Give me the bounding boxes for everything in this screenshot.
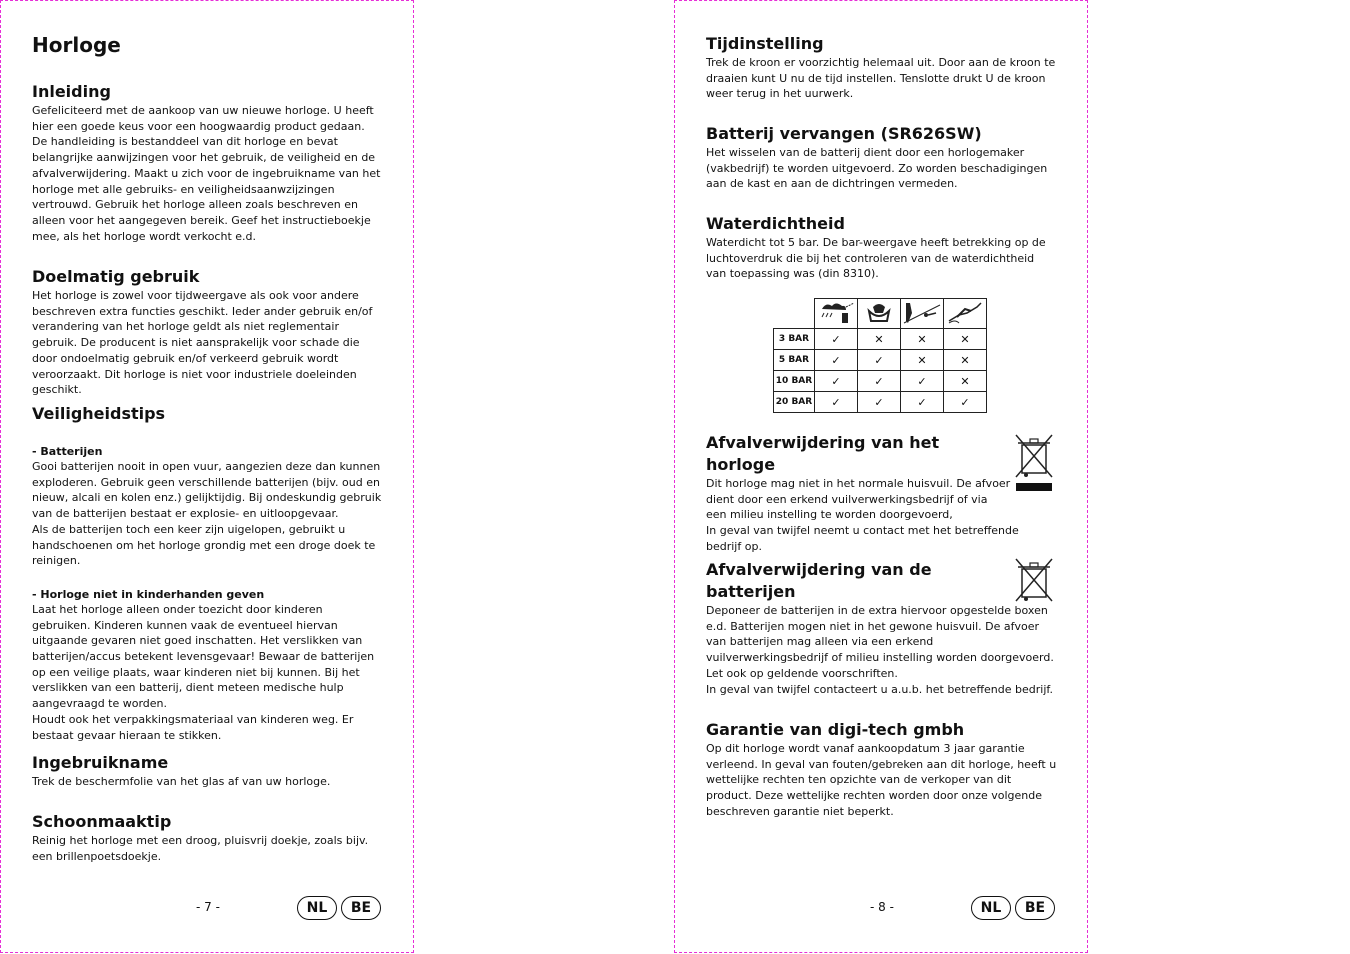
row-label: 5 BAR bbox=[774, 350, 815, 371]
table-corner bbox=[774, 299, 815, 329]
text-kinderen-1: Laat het horloge alleen onder toezicht door kinderen gebruiken. Kinderen kunnen vaak de eventueel hiervan uitgaande gevaren niet goed inschatten. Het verslikken van batterijen/accus betekent levensgevaar! Bewaar de batterijen op een veilige plaats, waar kinderen niet bij kunnen. Bij het verslikken van een batterij, dient meteen medische hulp aangevraagd te worden. bbox=[32, 602, 375, 711]
table-cell: ✕ bbox=[901, 350, 944, 371]
text-kinderen-2: Houdt ook het verpakkingsmateriaal van kinderen weg. Er bestaat gevaar hieraan te stikken. bbox=[32, 712, 354, 742]
page-7-footer bbox=[1, 896, 413, 920]
swimming-icon bbox=[901, 299, 944, 329]
text-garantie: Op dit horloge wordt vanaf aankoopdatum 3 jaar garantie verleend. In geval van fouten/gebreken aan dit horloge, heeft u wettelijke rechten ten opzichte van de verkoper van dit product. Deze wettelijke rechten worden door onze volgende beschreven garantie niet beperkt. bbox=[706, 742, 1057, 818]
crossed-bin-icon bbox=[1014, 433, 1054, 493]
badge-nl: NL bbox=[971, 896, 1011, 920]
heading-schoonmaak: Schoonmaaktip bbox=[32, 812, 172, 831]
section-batterij bbox=[706, 123, 1057, 192]
table-cell: ✓ bbox=[815, 350, 858, 371]
table-cell: ✕ bbox=[944, 350, 987, 371]
section-tijdinstelling bbox=[706, 33, 1057, 102]
table-cell: ✓ bbox=[815, 371, 858, 392]
heading-waterdichtheid: Waterdichtheid bbox=[706, 214, 845, 233]
section-afval-batterijen bbox=[706, 559, 1057, 697]
heading-batterij: Batterij vervangen (SR626SW) bbox=[706, 124, 982, 143]
section-doelmatig bbox=[32, 266, 383, 398]
table-cell: ✕ bbox=[858, 329, 901, 350]
table-cell: ✓ bbox=[858, 371, 901, 392]
text-afval-horloge-3: een milieu instelling te worden doorgevoerd, bbox=[706, 508, 953, 522]
text-doelmatig: Het horloge is zowel voor tijdweergave als ook voor andere beschreven extra functies geschikt. Ieder ander gebruik en/of verandering van het horloge geldt als niet reglementair gebruik. De producent is niet aansprakelijk voor schade die door ondoelmatig gebruik en/of verkeerd gebruik wordt veroorzaakt. Dit horloge is niet voor industriele doeleinden geschikt. bbox=[32, 289, 373, 397]
text-afval-horloge-1: Dit horloge mag niet in het normale huisvuil. De afvoer bbox=[706, 477, 1011, 490]
heading-tijdinstelling: Tijdinstelling bbox=[706, 34, 824, 53]
crossed-bin-battery-icon bbox=[1014, 557, 1054, 603]
heading-inleiding: Inleiding bbox=[32, 82, 111, 101]
section-waterdichtheid bbox=[706, 213, 1057, 282]
badge-be: BE bbox=[1015, 896, 1055, 920]
text-batterijen-1: Gooi batterijen nooit in open vuur, aangezien deze dan kunnen exploderen. Gebruik geen verschillende batterijen (bijv. oud en nieuw, alcali en kolen enz.) gelijktijdig. Bij ondeskundig gebruik van de batterijen bestaat er explosie- en uitloopgevaar. bbox=[32, 460, 382, 521]
subheading-kinderen: - Horloge niet in kinderhanden geven bbox=[32, 587, 265, 601]
text-tijdinstelling: Trek de kroon er voorzichtig helemaal uit. Door aan de kroon te draaien kunt U nu de tijd instellen. Tenslotte drukt U de kroon weer terug in het uurwerk. bbox=[706, 56, 1056, 101]
badge-nl: NL bbox=[297, 896, 337, 920]
table-cell: ✓ bbox=[901, 371, 944, 392]
subheading-batterijen: - Batterijen bbox=[32, 445, 103, 458]
text-afval-horloge-4: In geval van twijfel neemt u contact met het betreffende bedrijf op. bbox=[706, 524, 1019, 553]
section-garantie bbox=[706, 719, 1057, 820]
heading-afval-batterijen-2: batterijen bbox=[706, 582, 796, 601]
heading-afval-horloge-1: Afvalverwijdering van het bbox=[706, 433, 940, 452]
page-8 bbox=[674, 0, 1088, 953]
heading-ingebruikname: Ingebruikname bbox=[32, 753, 169, 772]
heading-garantie: Garantie van digi-tech gmbh bbox=[706, 720, 965, 739]
text-waterdichtheid: Waterdicht tot 5 bar. De bar-weergave heeft betrekking op de luchtoverdruk die bij het controleren van de waterdichtheid van toepassing was (din 8310). bbox=[706, 236, 1046, 281]
table-cell: ✓ bbox=[858, 392, 901, 413]
heading-doelmatig: Doelmatig gebruik bbox=[32, 267, 200, 286]
page-number: - 8 - bbox=[870, 900, 894, 914]
section-ingebruikname bbox=[32, 752, 383, 790]
rain-splash-icon bbox=[815, 299, 858, 329]
row-label: 10 BAR bbox=[774, 371, 815, 392]
text-afval-batterijen-2: In geval van twijfel contacteert u a.u.b. het betreffende bedrijf. bbox=[706, 682, 1053, 696]
text-batterijen-2: Als de batterijen toch een keer zijn uigelopen, gebruikt u handschoenen om het horloge grondig met een droge doek te reinigen. bbox=[32, 522, 376, 568]
table-icon-row bbox=[774, 299, 987, 329]
table-cell: ✓ bbox=[901, 392, 944, 413]
table-cell: ✕ bbox=[944, 329, 987, 350]
row-label: 20 BAR bbox=[774, 392, 815, 413]
text-ingebruikname: Trek de beschermfolie van het glas af van uw horloge. bbox=[32, 775, 331, 788]
table-row bbox=[774, 392, 987, 413]
table-cell: ✓ bbox=[944, 392, 987, 413]
text-afval-batterijen-1: Deponeer de batterijen in de extra hiervoor opgestelde boxen e.d. Batterijen mogen niet in het gewone huisvuil. De afvoer van batterijen mag alleen via een erkend vuilverwerkingsbedrijf of milieu instelling worden doorgevoerd. Let ook op geldende voorschriften. bbox=[706, 604, 1054, 680]
section-inleiding bbox=[32, 81, 383, 244]
text-batterij: Het wisselen van de batterij dient door een horlogemaker (vakbedrijf) te worden uitgevoerd. Zo worden beschadigingen aan de kast en aan de dichtringen vermeden. bbox=[706, 146, 1048, 191]
section-veiligheid bbox=[32, 403, 383, 743]
table-row bbox=[774, 371, 987, 392]
water-resistance-table bbox=[773, 298, 987, 413]
section-schoonmaak bbox=[32, 811, 383, 864]
badge-be: BE bbox=[341, 896, 381, 920]
table-cell: ✕ bbox=[901, 329, 944, 350]
heading-afval-batterijen-1: Afvalverwijdering van de bbox=[706, 560, 932, 579]
page-number: - 7 - bbox=[196, 900, 220, 914]
hand-washing-icon bbox=[858, 299, 901, 329]
table-cell: ✓ bbox=[815, 392, 858, 413]
heading-veiligheid: Veiligheidstips bbox=[32, 404, 166, 423]
text-inleiding: Gefeliciteerd met de aankoop van uw nieuwe horloge. U heeft hier een goede keus voor een hoogwaardig product gedaan. De handleiding is bestanddeel van dit horloge en bevat belangrijke aanwijzingen voor het gebruik, de veiligheid en de afvalverwijdering. Maakt u zich voor de ingebruikname van het horloge met alle gebruiks- en veiligheidsaanwzijzingen vertrouwd. Gebruik het horloge alleen zoals beschreven en alleen voor het aangegeven bereik. Geef het instructieboekje mee, als het horloge wordt verkocht e.d. bbox=[32, 104, 381, 243]
text-schoonmaak: Reinig het horloge met een droog, pluisvrij doekje, zoals bijv. een brillenpoetsdoekje. bbox=[32, 834, 369, 863]
table-row bbox=[774, 329, 987, 350]
page-title: Horloge bbox=[32, 33, 121, 57]
table-cell: ✕ bbox=[944, 371, 987, 392]
table-cell: ✓ bbox=[815, 329, 858, 350]
diving-icon bbox=[944, 299, 987, 329]
page-7 bbox=[0, 0, 414, 953]
row-label: 3 BAR bbox=[774, 329, 815, 350]
table-cell: ✓ bbox=[858, 350, 901, 371]
heading-afval-horloge-2: horloge bbox=[706, 455, 776, 474]
page-8-footer bbox=[675, 896, 1087, 920]
section-afval-horloge bbox=[706, 432, 1057, 555]
text-afval-horloge-2: dient door een erkend vuilverwerkingsbedrijf of via bbox=[706, 492, 988, 506]
table-row bbox=[774, 350, 987, 371]
